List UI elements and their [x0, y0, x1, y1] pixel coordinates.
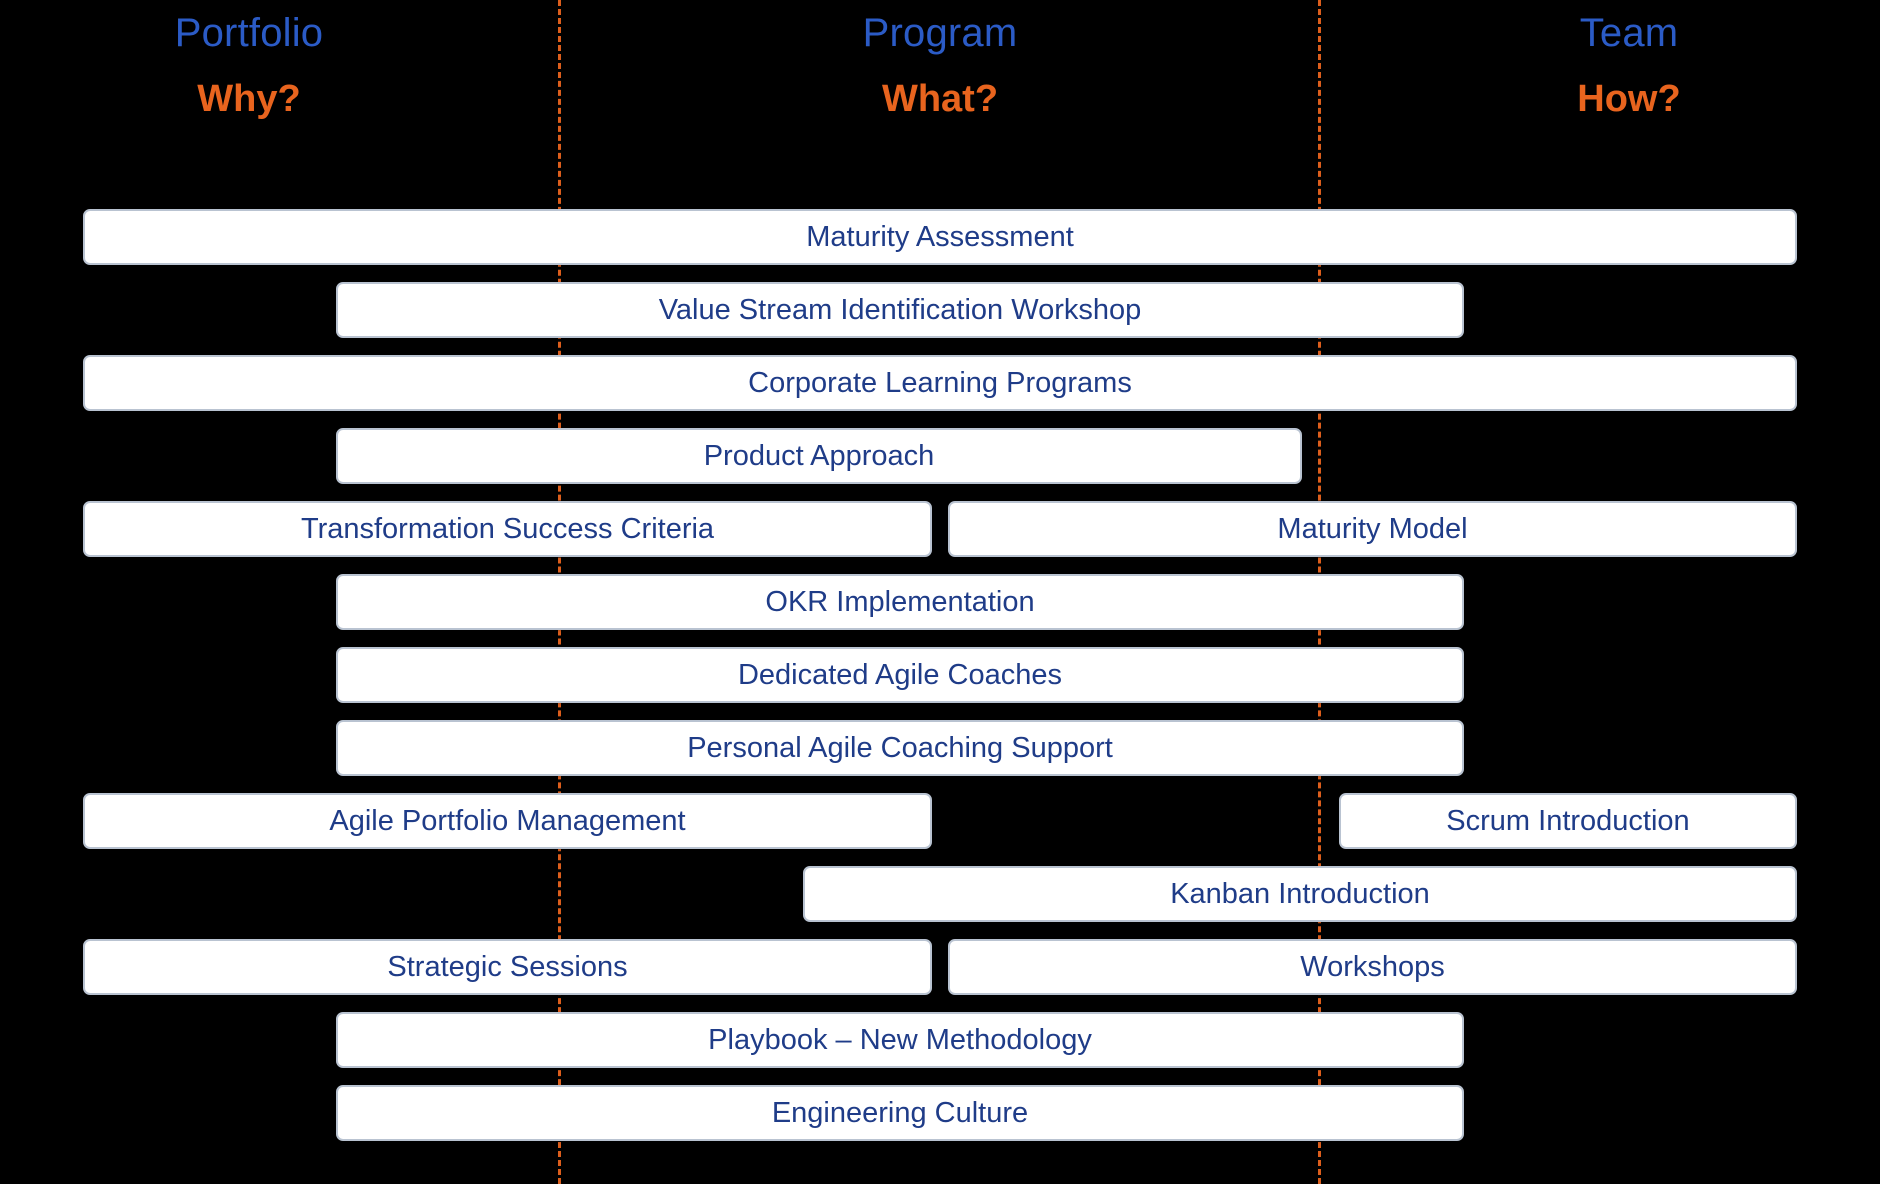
initiative-bar[interactable]: Transformation Success Criteria: [83, 501, 932, 557]
initiative-bar[interactable]: Strategic Sessions: [83, 939, 932, 995]
column-question-label: Why?: [197, 78, 301, 120]
initiative-bar[interactable]: Personal Agile Coaching Support: [336, 720, 1464, 776]
column-level-label: Program: [862, 11, 1018, 55]
column-question-label: What?: [881, 78, 999, 120]
initiative-bar[interactable]: Value Stream Identification Workshop: [336, 282, 1464, 338]
initiative-bar[interactable]: Scrum Introduction: [1339, 793, 1797, 849]
initiative-bar[interactable]: Product Approach: [336, 428, 1302, 484]
initiative-bar[interactable]: Corporate Learning Programs: [83, 355, 1797, 411]
initiative-bar[interactable]: Agile Portfolio Management: [83, 793, 932, 849]
initiative-bar[interactable]: Engineering Culture: [336, 1085, 1464, 1141]
column-header-team: [1449, 12, 1809, 120]
initiative-bar[interactable]: Playbook – New Methodology: [336, 1012, 1464, 1068]
initiative-bar[interactable]: Maturity Assessment: [83, 209, 1797, 265]
initiative-bar[interactable]: OKR Implementation: [336, 574, 1464, 630]
column-question-label: How?: [1577, 78, 1681, 120]
column-header-portfolio: [69, 12, 429, 120]
column-level-label: Portfolio: [174, 11, 324, 55]
column-header-program: [760, 12, 1120, 120]
initiative-bar[interactable]: Kanban Introduction: [803, 866, 1797, 922]
initiative-bar[interactable]: Workshops: [948, 939, 1797, 995]
initiative-bar[interactable]: Dedicated Agile Coaches: [336, 647, 1464, 703]
column-level-label: Team: [1579, 11, 1679, 55]
initiative-bar[interactable]: Maturity Model: [948, 501, 1797, 557]
